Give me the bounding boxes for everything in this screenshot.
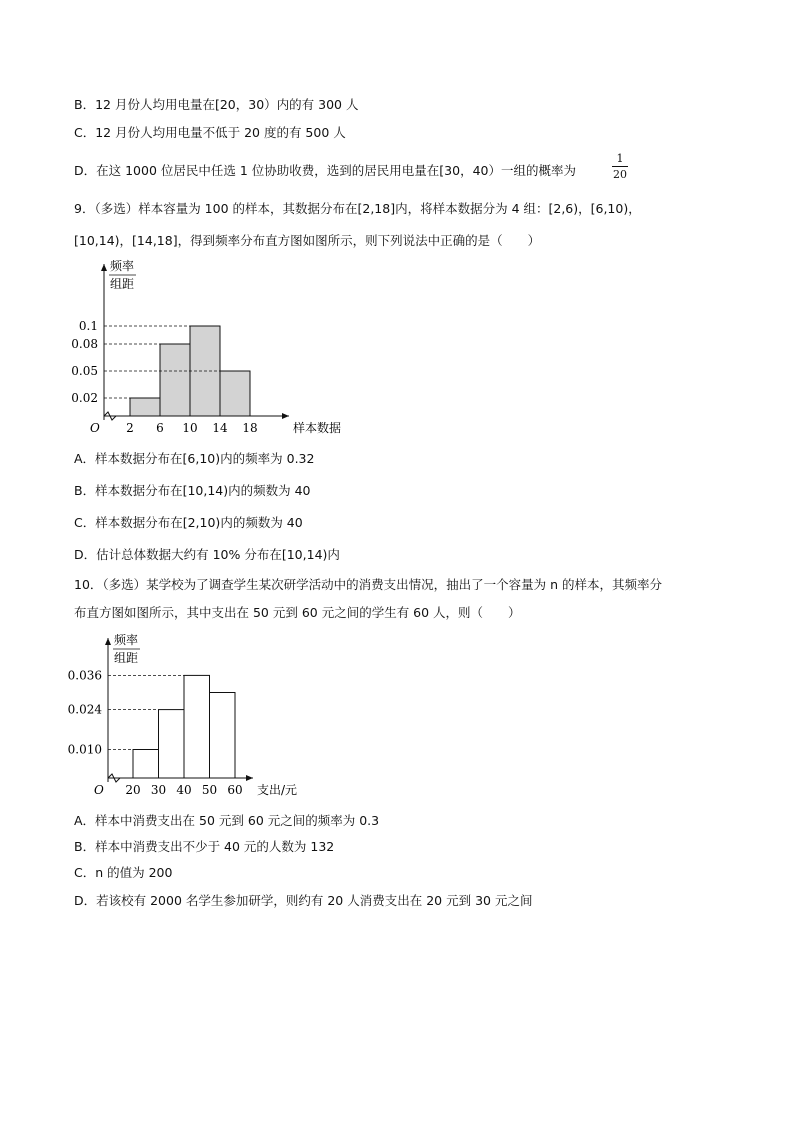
- x-tick-label: 6: [156, 421, 164, 435]
- histogram-bar: [159, 710, 185, 778]
- q10-option-a: A．样本中消费支出在 50 元到 60 元之间的频率为 0.3: [74, 813, 380, 828]
- histogram-bar: [133, 750, 159, 779]
- x-axis-label: 支出/元: [257, 783, 298, 797]
- y-axis-arrow: [101, 264, 107, 271]
- y-tick-label: 0.024: [67, 702, 102, 717]
- x-tick-label: 10: [182, 421, 198, 435]
- y-axis-label-numerator: 频率: [114, 633, 139, 647]
- histogram-bar: [210, 693, 236, 779]
- histogram-chart-q10: [68, 630, 308, 805]
- y-tick-label: 0.010: [67, 742, 102, 757]
- q9-stem-line1: 9．（多选）样本容量为 100 的样本，其数据分布在[2,18]内，将样本数据分为 4 组：[2,6)，[6,10)，: [74, 201, 641, 216]
- x-axis-arrow: [246, 775, 253, 781]
- histogram-bar: [160, 344, 190, 416]
- x-tick-label: 60: [227, 783, 243, 797]
- q9-option-c: C．样本数据分布在[2,10)内的频数为 40: [74, 515, 303, 530]
- x-tick-label: 14: [212, 421, 228, 435]
- q8-option-d: D．在这 1000 位居民中任选 1 位协助收费，选到的居民用电量在[30，40）一组的概率为: [74, 163, 576, 178]
- q10-option-b: B．样本中消费支出不少于 40 元的人数为 132: [74, 839, 335, 854]
- x-tick-label: 40: [176, 783, 192, 797]
- x-tick-label: 2: [126, 421, 134, 435]
- y-tick-label: 0.1: [78, 319, 98, 333]
- x-tick-label: 18: [242, 421, 258, 435]
- q8-option-b: B．12 月份人均用电量在[20，30）内的有 300 人: [74, 97, 359, 112]
- origin-label: O: [94, 783, 104, 797]
- x-tick-label: 30: [150, 783, 167, 797]
- fraction-denominator: 20: [613, 168, 627, 181]
- x-axis-label: 样本数据: [293, 421, 342, 435]
- q9-option-b: B．样本数据分布在[10,14)内的频数为 40: [74, 483, 311, 498]
- y-tick-label: 0.05: [71, 364, 98, 378]
- y-axis-label-numerator: 频率: [110, 259, 135, 273]
- x-axis-arrow: [282, 413, 289, 419]
- q10-option-c: C．n 的值为 200: [74, 865, 173, 880]
- y-tick-label: 0.036: [67, 668, 102, 683]
- histogram-bar: [184, 675, 210, 778]
- q9-option-d: D．估计总体数据大约有 10% 分布在[10,14)内: [74, 547, 340, 562]
- fraction-numerator: 1: [616, 152, 624, 165]
- y-tick-label: 0.02: [71, 391, 98, 405]
- fraction-bar: [612, 166, 628, 167]
- q10-stem-line1: 10．（多选）某学校为了调查学生某次研学活动中的消费支出情况，抽出了一个容量为 n 的样本，其频率分: [74, 577, 663, 592]
- x-tick-label: 20: [125, 783, 141, 797]
- q10-stem-line2: 布直方图如图所示，其中支出在 50 元到 60 元之间的学生有 60 人，则（ ）: [74, 605, 521, 620]
- y-axis-arrow: [105, 638, 111, 645]
- q8-option-d-fraction: [612, 152, 628, 181]
- x-tick-label: 50: [201, 783, 218, 797]
- y-axis-label-denominator: 组距: [110, 277, 135, 291]
- histogram-bar: [130, 398, 160, 416]
- y-axis-label-denominator: 组距: [114, 651, 139, 665]
- origin-label: O: [90, 421, 100, 435]
- q8-option-c: C．12 月份人均用电量不低于 20 度的有 500 人: [74, 125, 346, 140]
- y-tick-label: 0.08: [71, 337, 98, 351]
- q9-option-a: A．样本数据分布在[6,10)内的频率为 0.32: [74, 451, 315, 466]
- q9-stem-line2: [10,14)，[14,18]，得到频率分布直方图如图所示，则下列说法中正确的是（ ）: [74, 233, 541, 248]
- q10-option-d: D．若该校有 2000 名学生参加研学，则约有 20 人消费支出在 20 元到 30 元之间: [74, 893, 533, 908]
- histogram-bar: [220, 371, 250, 416]
- histogram-chart-q9: [71, 258, 354, 438]
